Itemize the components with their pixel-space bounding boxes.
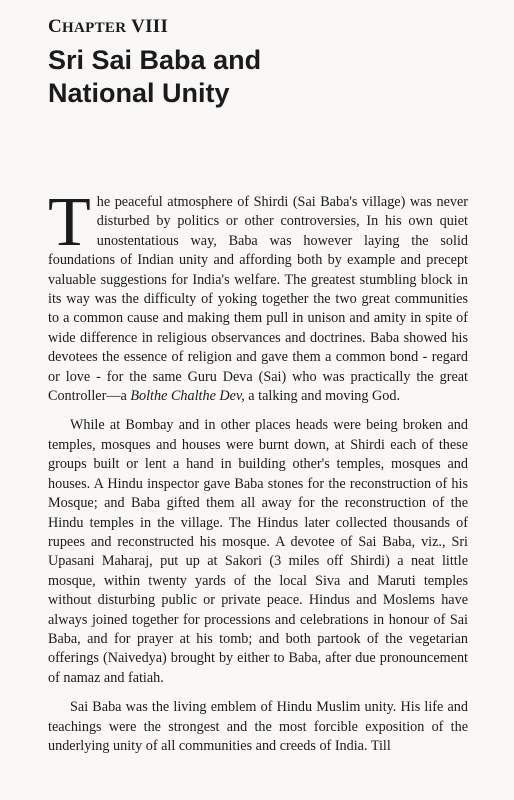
chapter-label <box>48 16 168 38</box>
chapter-title-line-2: National Unity <box>48 78 230 108</box>
paragraph-1 <box>48 184 468 406</box>
body-text <box>48 184 468 756</box>
paragraph-1-text: he peaceful atmosphere of Shirdi (Sai Baba's village) was never disturbed by politics or other controversies, In his own quiet unostentatious way, Baba was however laying the solid foundations of Indian unity and affording both by example and precept valuable suggestions for India's welfare. The greatest stumbling block in its way was the difficulty of yoking together the two great communities to a common cause and making them pull in unison and amity in spite of wide difference in religious observances and doctrines. Baba showed his devotees the essence of religion and gave them a common bond - regard or love - for the same Guru Deva (Sai) who was practically the great Controller—a <box>48 194 468 405</box>
chapter-label-word: HAPTER <box>62 20 127 36</box>
chapter-label-initial: C <box>48 16 63 37</box>
paragraph-1-italic: Bolthe Chalthe Dev, <box>130 388 245 405</box>
chapter-title <box>48 44 448 110</box>
paragraph-2: While at Bombay and in other places heads were being broken and temples, mosques and houses were burnt down, at Shirdi each of these groups built or lent a hand in building other's temples, mosques and houses. A Hindu inspector gave Baba stones for the reconstruction of his Mosque; and Baba gifted them all away for the reconstruction of the Hindu temples in the village. The Hindus later collected thousands of rupees and reconstructed his mosque. A devotee of Sai Baba, viz., Sri Upasani Maharaj, put up at Sakori (3 miles off Shirdi) a neat little mosque, within twenty yards of the local Siva and Maruti temples without disturbing public or private peace. Hindus and Moslems have always joined together for processions and celebrations in honour of Sai Baba, and for prayer at his tomb; and both partook of the vegetarian offerings (Naivedya) brought by either to Baba, after due pronouncement of namaz and fatiah. <box>48 417 468 686</box>
paragraph-1-end: a talking and moving God. <box>244 388 401 405</box>
drop-cap: T <box>48 184 91 261</box>
chapter-title-line-1: Sri Sai Baba and <box>48 45 262 75</box>
chapter-number: VIII <box>131 16 169 37</box>
paragraph-3: Sai Baba was the living emblem of Hindu Muslim unity. His life and teachings were the strongest and the most forcible exposition of the underlying unity of all communities and creeds of India. Till <box>48 699 468 754</box>
